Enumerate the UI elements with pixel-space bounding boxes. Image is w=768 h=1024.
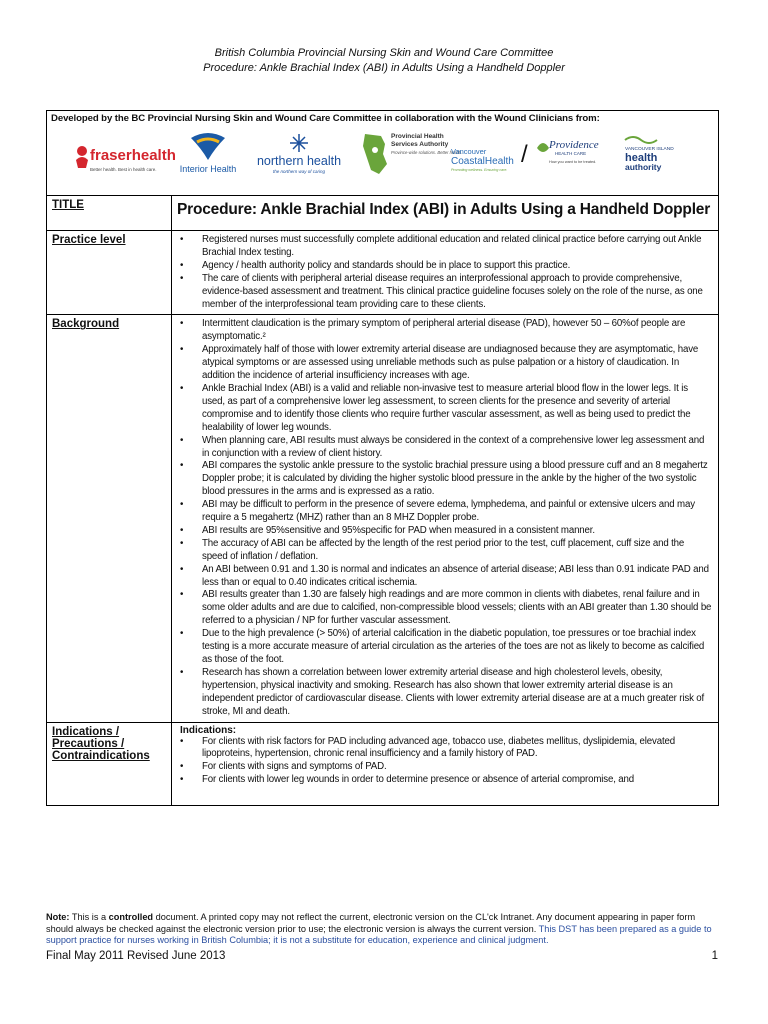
note-text-1: This is a <box>69 912 109 922</box>
document-title: Procedure: Ankle Brachial Index (ABI) in Adults Using a Handheld Doppler <box>172 196 719 231</box>
providence-leaf-icon <box>537 143 549 152</box>
practice-level-row <box>47 231 719 315</box>
header-committee: British Columbia Provincial Nursing Skin and Wound Care Committee <box>214 47 554 59</box>
fraserhealth-logo <box>75 130 176 180</box>
list-item: • Ankle Brachial Index (ABI) is a valid and reliable non-invasive test to measure arterial blood flow in the lower legs. It is used, as part of a comprehensive lower leg assessment, to screen clients for the presence and severity of arterial compromise and to identify those clients who require further vascular assessment, as well as being used to predict the healability of lower leg wounds. <box>202 383 712 435</box>
viha-wave-icon <box>625 137 657 143</box>
svg-text:northern health: northern health <box>256 154 342 168</box>
vancouver-coastal-health-logo <box>449 130 519 180</box>
background-label: Background <box>47 315 172 722</box>
note-controlled: controlled <box>108 912 154 922</box>
svg-text:authority: authority <box>625 162 662 172</box>
svg-text:Provincial Health: Provincial Health <box>391 133 444 140</box>
developed-by-row <box>47 111 719 196</box>
disclaimer-note <box>46 912 718 947</box>
note-label: Note: <box>46 912 70 922</box>
bc-map-icon <box>363 134 387 174</box>
list-item: • For clients with risk factors for PAD including advanced age, tobacco use, diabetes mellitus, dyslipidemia, elevated lipoproteins, hypertension, chronic renal insufficiency and a family history of PAD. <box>202 736 712 762</box>
header-procedure: Procedure: Ankle Brachial Index (ABI) in Adults Using a Handheld Doppler <box>203 62 565 74</box>
svg-text:How you want to be treated.: How you want to be treated. <box>549 160 597 164</box>
list-item: • Agency / health authority policy and standards should be in place to support this practice. <box>202 260 712 273</box>
list-item: • For clients with lower leg wounds in order to determine presence or absence of arterial compromise, and <box>202 774 712 787</box>
note-text-2: document. A printed copy may not reflect the current, electronic version on the CL'ck Intranet. Any document appearing in paper form should always be checked against the electronic version prior to use; the electronic version is always the current version. <box>46 912 696 934</box>
logo-separator-slash: / <box>521 141 528 168</box>
indications-row <box>47 722 719 805</box>
practice-level-label: Practice level <box>47 231 172 315</box>
list-item: • ABI results are 95%sensitive and 95%specific for PAD when measured in a consistent manner. <box>202 525 712 538</box>
title-row <box>47 196 719 231</box>
list-item: • Intermittent claudication is the primary symptom of peripheral arterial disease (PAD), however 50 – 60%of people are asymptomatic.² <box>202 318 712 344</box>
page-footer <box>46 950 718 962</box>
developed-by-text: Developed by the BC Provincial Nursing Skin and Wound Care Committee in collaboration with the Wound Clinicians from: <box>51 113 600 124</box>
svg-text:Providence: Providence <box>549 139 599 151</box>
list-item: • For clients with signs and symptoms of PAD. <box>202 761 712 774</box>
svg-text:Vancouver: Vancouver <box>451 147 487 156</box>
list-item: • Due to the high prevalence (> 50%) of arterial calcification in the diabetic population, toe pressures or toe brachial index testing is a more accurate measure of arterial circulation as the arteries of the toes are not as likely to become as calcified as those of the foot. <box>202 628 712 667</box>
svg-text:CoastalHealth: CoastalHealth <box>451 156 514 167</box>
title-label: TITLE <box>47 196 172 231</box>
note-disclaimer-blue: This DST has been prepared as a guide to support practice for nurses working in British Columbia; it is not a substitute for education, experience and clinical judgment. <box>46 923 712 945</box>
fraser-mark-icon <box>76 146 88 168</box>
list-item: • Registered nurses must successfully complete additional education and related clinical practice before carrying out Ankle Brachial Index testing. <box>202 234 712 260</box>
indications-label: Indications / Precautions / Contraindications <box>47 722 172 805</box>
providence-health-care-logo <box>535 130 607 180</box>
interior-health-swoosh-icon <box>191 133 225 160</box>
logo-strip <box>51 130 714 182</box>
background-row <box>47 315 719 722</box>
svg-text:Interior Health: Interior Health <box>179 164 237 174</box>
list-item: • Research has shown a correlation between lower extremity arterial disease and high cholesterol levels, obesity, hypertension, physical inactivity and smoking. Research has also shown that lower extremity arterial disease is an independent predictor of cardiovascular disease. Clients with lower extremity arterial disease are at a much greater risk of stroke, MI and death. <box>202 667 712 719</box>
interior-health-logo <box>175 130 241 180</box>
running-header <box>0 46 768 76</box>
background-list <box>172 315 718 721</box>
svg-text:health: health <box>625 152 658 164</box>
practice-level-list <box>172 231 718 314</box>
svg-text:fraserhealth: fraserhealth <box>90 147 176 164</box>
northern-health-star-icon <box>290 134 308 152</box>
phsa-logo <box>361 130 463 180</box>
list-item: • ABI may be difficult to perform in the presence of severe edema, lymphedema, and painful or extensive ulcers and may require a 5 megahertz (MHZ) rather than an 8 MHZ Doppler probe. <box>202 499 712 525</box>
list-item: • An ABI between 0.91 and 1.30 is normal and indicates an absence of arterial disease; ABI less than 0.91 indicate PAD and less than or equal to 0.40 indicates critical ischemia. <box>202 564 712 590</box>
svg-text:Province-wide solutions. Bette: Province-wide solutions. Better health. <box>391 150 463 155</box>
list-item: • The accuracy of ABI can be affected by the length of the rest period prior to the test, cuff placement, cuff size and the speed of inflation / deflation. <box>202 538 712 564</box>
svg-text:Better health. Best in health: Better health. Best in health care. <box>90 167 157 172</box>
list-item: • ABI results greater than 1.30 are falsely high readings and are more common in clients with diabetes, renal failure and in some older adults and are due to calcified, non-compressible blood vessels; clients with an ABI greater than 1.30 should be referred to a physician / NP for further vascular assessment. <box>202 589 712 628</box>
page-number: 1 <box>711 950 718 962</box>
list-item: • When planning care, ABI results must always be considered in the context of a comprehensive lower leg assessment and in conjunction with a review of client history. <box>202 435 712 461</box>
svg-text:Promoting wellness. Ensuring c: Promoting wellness. Ensuring care. <box>451 168 508 172</box>
list-item: • The care of clients with peripheral arterial disease requires an interprofessional approach to provide comprehensive, evidence-based assessment and treatment. This clinical practice guideline focuses solely on the role of the nurse, as one member of the interprofessional team providing care to these clients. <box>202 273 712 312</box>
viha-logo <box>621 130 689 180</box>
svg-text:the northern way of caring: the northern way of caring <box>272 169 326 174</box>
revision-date: Final May 2011 Revised June 2013 <box>46 950 226 962</box>
svg-text:HEALTH CARE: HEALTH CARE <box>555 151 587 156</box>
svg-text:Services Authority: Services Authority <box>391 141 449 148</box>
indications-list <box>172 736 718 791</box>
procedure-table <box>46 110 719 806</box>
northern-health-logo <box>249 130 349 180</box>
list-item: • ABI compares the systolic ankle pressure to the systolic brachial pressure using a blood pressure cuff and an 8 megahertz Doppler probe; it is calculated by dividing the higher systolic blood pressure in the ankle by the higher of the two systolic blood pressures in the arms and is expressed as a ratio. <box>202 460 712 499</box>
indications-heading: Indications: <box>180 724 237 736</box>
svg-text:VANCOUVER ISLAND: VANCOUVER ISLAND <box>625 147 674 152</box>
list-item: • Approximately half of those with lower extremity arterial disease are undiagnosed because they are asymptomatic, have atypical symptoms or are assessed using unreliable methods such as pulse palpation or a history of claudication. In addition the incidence of arterial insufficiency increases with age. <box>202 344 712 383</box>
